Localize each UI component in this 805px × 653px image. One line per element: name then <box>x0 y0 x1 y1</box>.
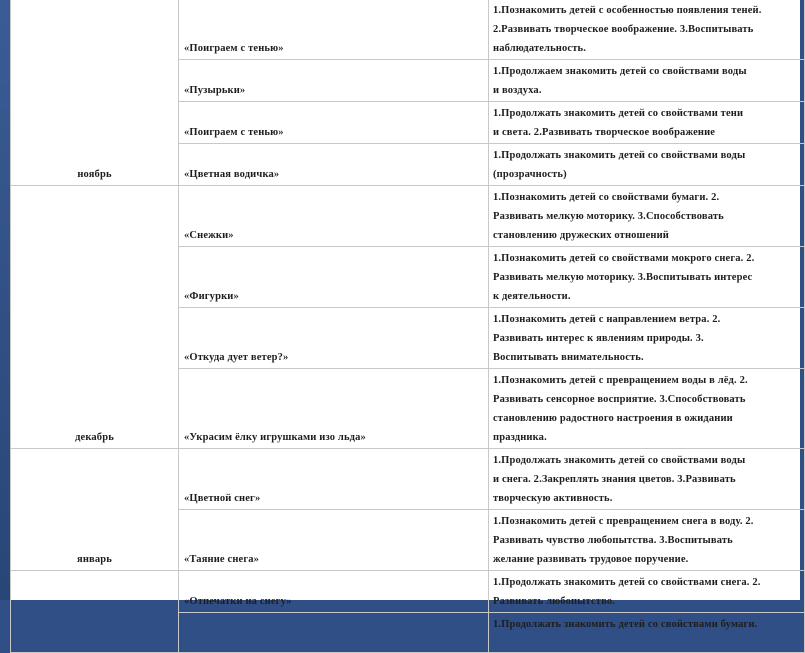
table-row <box>11 0 805 60</box>
game-title: «Цветной снег» <box>179 449 489 510</box>
document-page <box>10 0 800 630</box>
month-cell-november: ноябрь <box>11 0 179 186</box>
game-goals: 1.Познакомить детей с превращением воды в лёд. 2. Развивать сенсорное восприятие. 3.Способствовать становлению радостного настроения в ожидании праздника. <box>489 369 805 449</box>
slide-background <box>0 0 10 600</box>
game-goals: 1.Познакомить детей с особенностью появления теней. 2.Развивать творческое воображение. 3.Воспитывать наблюдательность. <box>489 0 805 60</box>
game-title: «Цветная водичка» <box>179 144 489 186</box>
game-goals: 1.Познакомить детей со свойствами мокрого снега. 2. Развивать мелкую моторику. 3.Воспитывать интерес к деятельности. <box>489 247 805 308</box>
game-title: «Украсим ёлку игрушками изо льда» <box>179 369 489 449</box>
game-goals: 1.Продолжать знакомить детей со свойствами тени и света. 2.Развивать творческое воображение <box>489 102 805 144</box>
table-row <box>11 186 805 247</box>
game-goals: 1.Продолжать знакомить детей со свойствами воды и снега. 2.Закреплять знания цветов. 3.Развивать творческую активность. <box>489 449 805 510</box>
table-row <box>11 571 805 613</box>
game-goals: 1.Продолжать знакомить детей со свойствами снега. 2. Развивать любопытство. <box>489 571 805 613</box>
game-goals: 1.Продолжать знакомить детей со свойствами бумаги. <box>489 613 805 653</box>
game-title: «Пузырьки» <box>179 60 489 102</box>
game-goals: 1.Продолжать знакомить детей со свойствами воды (прозрачность) <box>489 144 805 186</box>
game-goals: 1.Познакомить детей со свойствами бумаги. 2. Развивать мелкую моторику. 3.Способствовать становлению дружеских отношений <box>489 186 805 247</box>
game-title: «Снежки» <box>179 186 489 247</box>
game-title: «Поиграем с тенью» <box>179 102 489 144</box>
game-title: «Таяние снега» <box>179 510 489 571</box>
table-row <box>11 449 805 510</box>
game-title: «Откуда дует ветер?» <box>179 308 489 369</box>
game-title: «Отпечатки на снегу» <box>179 571 489 613</box>
month-cell-december: декабрь <box>11 186 179 449</box>
game-goals: 1.Познакомить детей с направлением ветра. 2. Развивать интерес к явлениям природы. 3. Воспитывать внимательность. <box>489 308 805 369</box>
game-goals: 1.Продолжаем знакомить детей со свойствами воды и воздуха. <box>489 60 805 102</box>
month-cell-february <box>11 571 179 653</box>
activity-plan-table <box>10 0 805 653</box>
month-cell-january: январь <box>11 449 179 571</box>
game-title <box>179 613 489 653</box>
game-title: «Поиграем с тенью» <box>179 0 489 60</box>
game-goals: 1.Познакомить детей с превращением снега в воду. 2. Развивать чувство любопытства. 3.Воспитывать желание развивать трудовое поручение. <box>489 510 805 571</box>
game-title: «Фигурки» <box>179 247 489 308</box>
